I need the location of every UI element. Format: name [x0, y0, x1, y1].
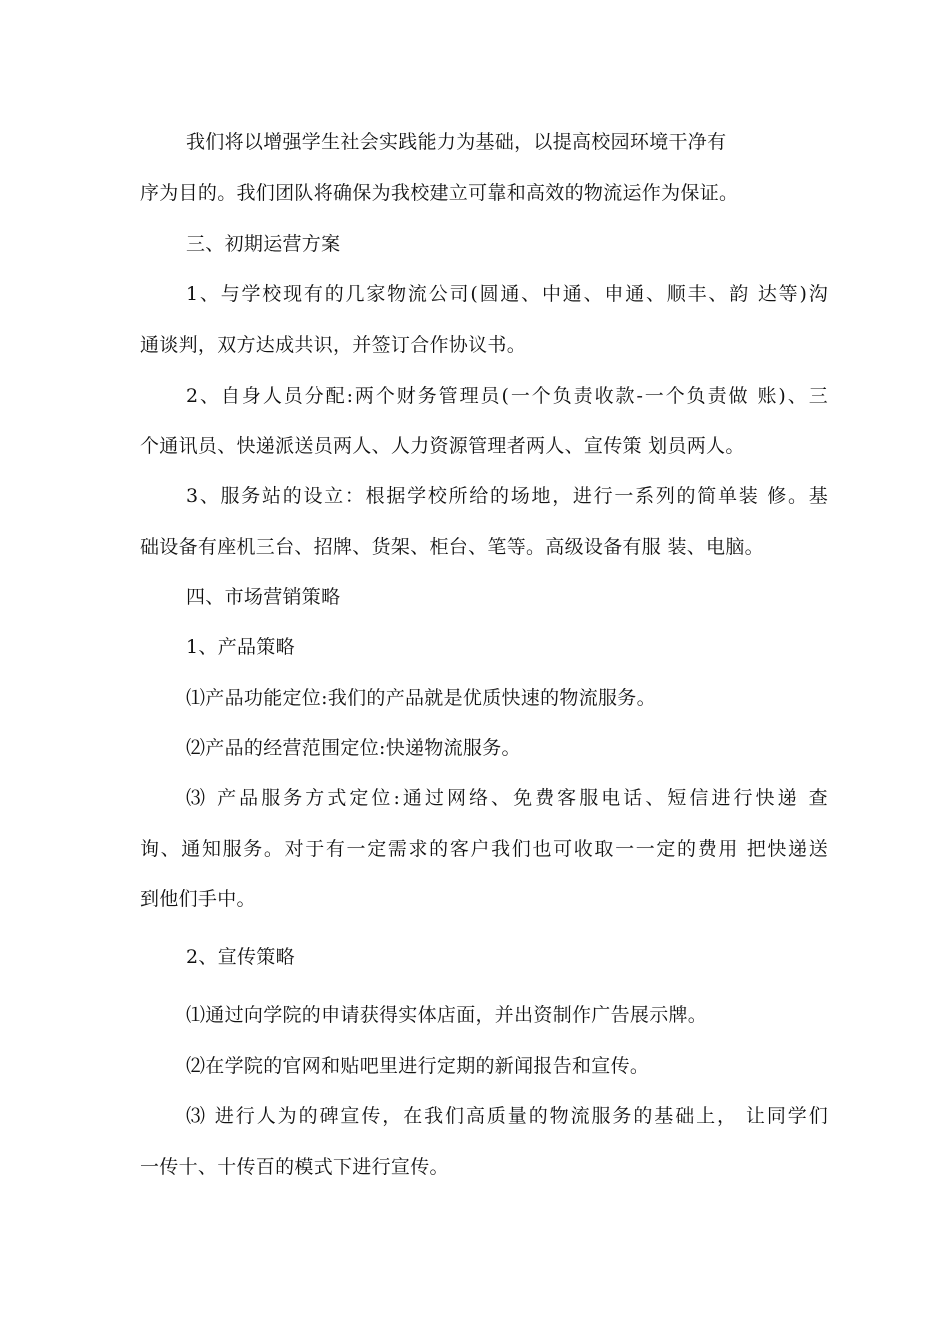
paragraph-line: 础设备有座机三台、招牌、货架、柜台、笔等。高级设备有服 装、电脑。 [140, 536, 764, 558]
paragraph-line: 序为目的。我们团队将确保为我校建立可靠和高效的物流运作为保证。 [140, 182, 739, 204]
list-item: ⑶ 进行人为的碑宣传，在我们高质量的物流服务的基础上， 让同学们 [186, 1105, 828, 1127]
list-item: ⑴通过向学院的申请获得实体店面，并出资制作广告展示牌。 [186, 1004, 708, 1026]
section-heading: 三、初期运营方案 [186, 233, 341, 255]
paragraph-line: 2、自身人员分配:两个财务管理员(一个负责收款-一个负责做 账)、三 [186, 385, 828, 407]
section-heading: 四、市场营销策略 [186, 586, 341, 608]
paragraph-line: 一传十、十传百的模式下进行宣传。 [140, 1156, 449, 1178]
paragraph-line: 通谈判，双方达成共识，并签订合作协议书。 [140, 334, 527, 356]
paragraph-line: 3、服务站的设立：根据学校所给的场地，进行一系列的简单装 修。基 [186, 485, 828, 507]
paragraph-line: 我们将以增强学生社会实践能力为基础，以提高校园环境干净有 [186, 131, 727, 153]
list-item: ⑴产品功能定位:我们的产品就是优质快速的物流服务。 [186, 687, 656, 709]
list-item: ⑵产品的经营范围定位:快递物流服务。 [186, 737, 521, 759]
paragraph-line: 到他们手中。 [140, 888, 256, 910]
list-item: ⑶ 产品服务方式定位:通过网络、免费客服电话、短信进行快递 查 [186, 787, 828, 809]
paragraph-line: 个通讯员、快递派送员两人、人力资源管理者两人、宣传策 划员两人。 [140, 435, 745, 457]
subsection-heading: 1、产品策略 [186, 636, 295, 658]
paragraph-line: 1、与学校现有的几家物流公司(圆通、中通、申通、顺丰、韵 达等)沟 [186, 283, 828, 305]
list-item: ⑵在学院的官网和贴吧里进行定期的新闻报告和宣传。 [186, 1055, 650, 1077]
paragraph-line: 询、通知服务。对于有一定需求的客户我们也可收取一一定的费用 把快递送 [140, 838, 828, 860]
subsection-heading: 2、宣传策略 [186, 946, 295, 968]
